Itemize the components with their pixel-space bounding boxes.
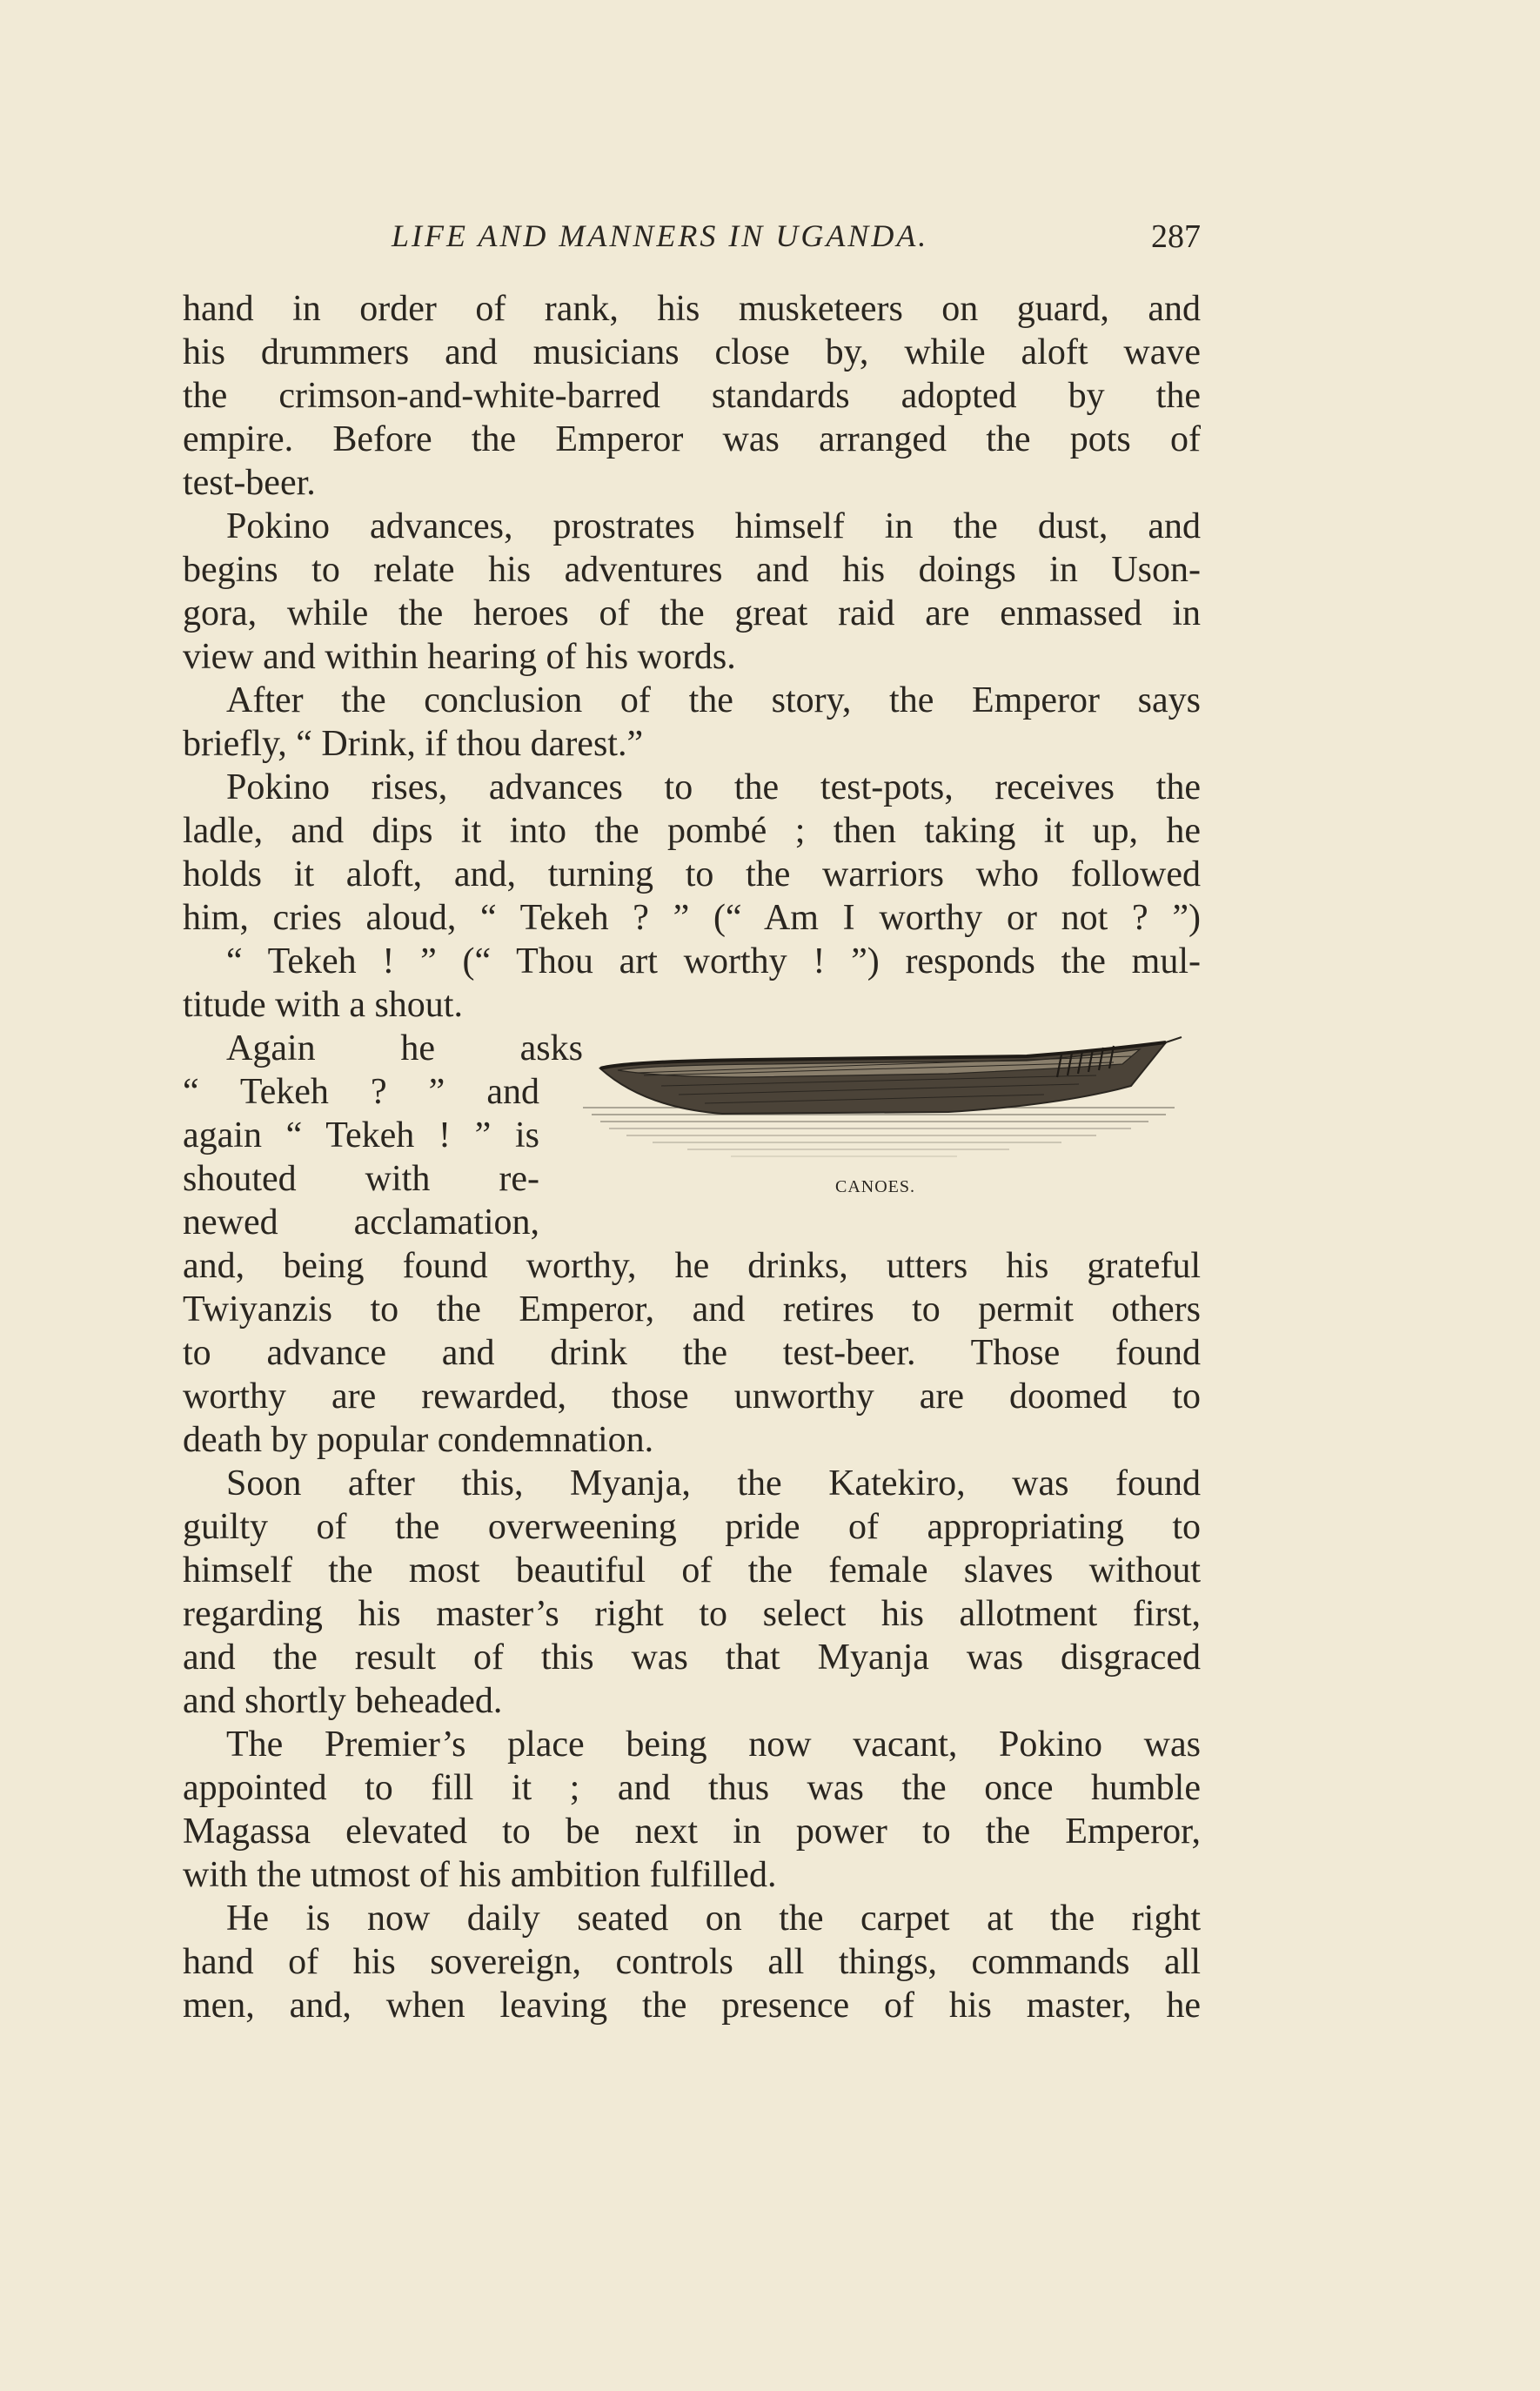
text-line: Magassa elevated to be next in power to the Emperor, (183, 1812, 1201, 1852)
text-line: and, being found worthy, he drinks, utters his grateful (183, 1246, 1201, 1286)
text-line: empire. Before the Emperor was arranged the pots of (183, 419, 1201, 459)
text-line: Twiyanzis to the Emperor, and retires to permit others (183, 1289, 1201, 1329)
canoe-figure (574, 1025, 1183, 1199)
text-line: death by popular condemnation. (183, 1420, 654, 1460)
text-line: ladle, and dips it into the pombé ; then taking it up, he (183, 811, 1201, 851)
text-line: again “ Tekeh ! ” is (183, 1115, 539, 1155)
text-line: “ Tekeh ! ” (“ Thou art worthy ! ”) responds the mul- (226, 941, 1201, 981)
text-line: and the result of this was that Myanja was disgraced (183, 1638, 1201, 1678)
text-line: shouted with re- (183, 1159, 539, 1199)
text-line: guilty of the overweening pride of appropriating to (183, 1507, 1201, 1547)
text-line: him, cries aloud, “ Tekeh ? ” (“ Am I worthy or not ? ”) (183, 898, 1201, 938)
text-line: hand of his sovereign, controls all things, commands all (183, 1942, 1201, 1982)
canoe-engraving-icon (574, 1025, 1183, 1173)
text-line: gora, while the heroes of the great raid are enmassed in (183, 593, 1201, 633)
running-head (183, 218, 1201, 261)
text-line: “ Tekeh ? ” and (183, 1072, 539, 1112)
text-line: regarding his master’s right to select his allotment first, (183, 1594, 1201, 1634)
text-line: appointed to fill it ; and thus was the once humble (183, 1768, 1201, 1808)
text-line: He is now daily seated on the carpet at the right (226, 1899, 1201, 1939)
figure-caption: CANOES. (835, 1177, 916, 1196)
text-line: himself the most beautiful of the female slaves without (183, 1550, 1201, 1591)
text-line: view and within hearing of his words. (183, 637, 736, 677)
text-line: Again he asks (226, 1028, 583, 1068)
text-line: Pokino advances, prostrates himself in the dust, and (226, 506, 1201, 546)
text-line: men, and, when leaving the presence of his master, he (183, 1986, 1201, 2026)
text-line: with the utmost of his ambition fulfilled. (183, 1855, 777, 1895)
text-line: Pokino rises, advances to the test-pots, receives the (226, 767, 1201, 807)
text-line: worthy are rewarded, those unworthy are doomed to (183, 1376, 1201, 1417)
text-line: After the conclusion of the story, the Emperor says (226, 680, 1201, 720)
text-line: holds it aloft, and, turning to the warriors who followed (183, 854, 1201, 894)
text-line: his drummers and musicians close by, while aloft wave (183, 332, 1201, 372)
text-line: newed acclamation, (183, 1202, 539, 1242)
text-line: hand in order of rank, his musketeers on guard, and (183, 289, 1201, 329)
page-number: 287 (1151, 218, 1201, 255)
text-line: titude with a shout. (183, 985, 463, 1025)
text-line: briefly, “ Drink, if thou darest.” (183, 724, 644, 764)
text-line: The Premier’s place being now vacant, Pokino was (226, 1725, 1201, 1765)
text-line: the crimson-and-white-barred standards adopted by the (183, 376, 1201, 416)
text-line: begins to relate his adventures and his doings in Uson- (183, 550, 1201, 590)
text-line: and shortly beheaded. (183, 1681, 503, 1721)
text-line: test-beer. (183, 463, 316, 503)
running-title: LIFE AND MANNERS IN UGANDA. (392, 218, 929, 253)
text-line: Soon after this, Myanja, the Katekiro, was found (226, 1463, 1201, 1504)
text-line: to advance and drink the test-beer. Those found (183, 1333, 1201, 1373)
